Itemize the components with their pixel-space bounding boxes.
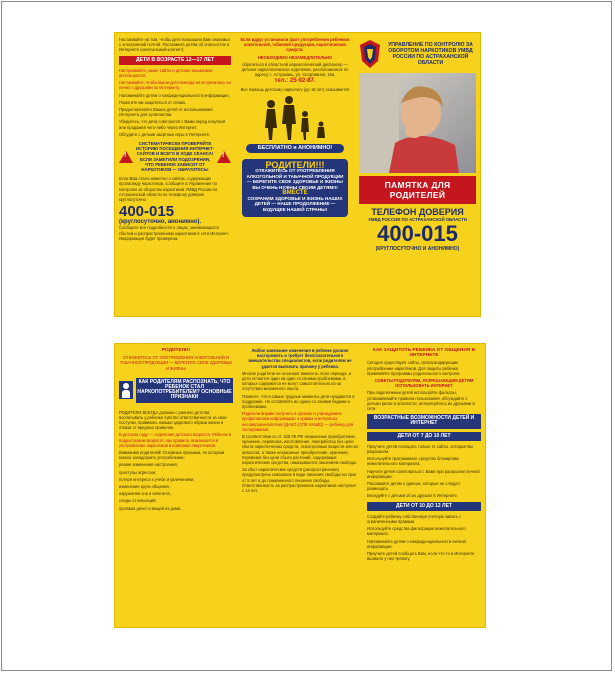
panel-signs: [115, 344, 237, 627]
tip-10-12-2: Используйте средства фильтрации нежелательного материала.: [367, 526, 466, 537]
tips-head: СОВЕТЫ РОДИТЕЛЯМ, РАЗРЕШАЮЩИМ ДЕТЯМ ИСПОЛЬЗОВАТЬ ИНТЕРНЕТ: [374, 378, 474, 389]
tip-7: Обсудите с детьми азартные игры в Интернете.: [119, 131, 211, 137]
law-note: Родители вправе получить в органах и учреждениях профилактики информацию о правах и интересах несовершеннолетних (ДАКО (СПЕ НАШЕ)) — ребенку для тестирования.: [242, 411, 354, 432]
clinic-phone: тел.: 25-92-87.: [274, 78, 316, 85]
panel-internet-age: [363, 344, 485, 627]
tip-10-12-3: Напоминайте детям о конфиденциальности личной информации.: [367, 538, 466, 549]
parents-appeal-box: [242, 159, 348, 217]
warning-text: СИСТЕМАТИЧЕСКИ ПРОВЕРЯЙТЕ ИСТОРИЮ ПОСЕЩЕНИЯ ИНТЕРНЕТ-САЙТОВ И ВСЕГО В ХОДЕ СЕАНСА! ЕСЛИ ЗАМЕТИЛИ ПОДОЗРЕНИЯ, ЧТО РЕБЕНОК ЗАВИСИТ ОТ НАРКОТИКОВ — ОБРАТИТЕСЬ!: [135, 141, 215, 173]
tip-4: Помогите им защититься от спама.: [119, 99, 186, 105]
intro-text: Настаивайте на том, чтобы дети повышали Вам знакомых с электронной почтой. Расскажите детям об опасностях в Интернете (нелегальный контент).: [119, 37, 231, 53]
hotline-block: [359, 207, 476, 252]
signs-para-2: В детском саду — отделение детского возраста. Ребенок в подростковом возрасте, как правило, вовлекается в употребление наркотиков в компании сверстников.: [119, 432, 232, 448]
panel-cover: [355, 33, 480, 316]
hotline-label: ТЕЛЕФОН ДОВЕРИЯ: [371, 207, 464, 217]
anon-note: Все помощь детскому наркологу (до 18 лет) оказывается: [240, 86, 350, 92]
parents-head: РОДИТЕЛИ!: [161, 348, 191, 353]
family-silhouette-icon: [241, 94, 349, 142]
hotline-number: 400-015: [119, 203, 175, 221]
warning-block: [119, 141, 231, 172]
tip-7-10-5: Беседуйте с детьми об их друзьях в Интернете.: [367, 493, 458, 499]
tip-5: Предостерегайте Ваших детей от использования Интернета для хулиганства.: [119, 107, 213, 118]
law-para-2: Помните, что в самые трудные моменты дети нуждаются в поддержке. Не оставляйте их одних со своими бедами и проблемами.: [242, 393, 355, 410]
law-para-3: В соответствии со ст. 228 УК РФ незаконные приобретение, хранение, перевозка, изготовление, переработка без цели сбыта наркотических средств, психотропных веществ или их аналогов, а также незаконные приобретение, хранение, перевозка без цели сбыта растений, содержащих наркотические средства, наказываются лишением свободы.: [242, 434, 359, 466]
sign-4: изменение круга общения;: [119, 484, 170, 490]
age-10-12-bar: ДЕТИ ОТ 10 ДО 12 ЛЕТ: [367, 502, 481, 511]
leaflet-title: ПАМЯТКА ДЛЯ РОДИТЕЛЕЙ: [359, 176, 476, 204]
sign-5: нарушения сна и аппетита;: [119, 491, 171, 497]
tip-10-12-1: Создайте ребенку собственную учетную запись с ограниченными правами.: [367, 513, 462, 525]
closing-text: Сообщите все подробности о лицах, занимающихся сбытом и распространением наркотиков в сети Интернет. Информация будет проверена.: [119, 225, 229, 241]
signs-question: КАК РОДИТЕЛЯМ РАСПОЗНАТЬ, ЧТО РЕБЕНОК СТАЛ НАРКОПОТРЕБИТЕЛЕМ? ОСНОВНЫЕ ПРИЗНАКИ: [136, 378, 233, 403]
tip-7-10-2: Используйте программное средство блокировки нежелательного материала.: [367, 456, 459, 467]
sign-2: приступы агрессии;: [119, 469, 157, 475]
panel-internet-safety: [115, 33, 235, 316]
parents-text-2: СОХРАНИМ ЗДОРОВЬЕ И ЖИЗНЬ НАШИХ ДЕТЕЙ — НАШЕ ПРОДОЛЖЕНИЕ — БУДУЩЕЕ НАШЕЙ СТРАНЫ!: [247, 195, 343, 212]
age-7-10-bar: ДЕТИ ОТ 7 ДО 10 ЛЕТ: [367, 432, 481, 441]
panel-law: [238, 344, 362, 627]
age-12-17-bar: ДЕТИ В ВОЗРАСТЕ 12—17 ЛЕТ: [119, 56, 231, 65]
parents-text-1: ОТКАЖИТЕСЬ ОТ УПОТРЕБЛЕНИЯ АЛКОГОЛЬНОЙ И ТАБАЧНОЙ ПРОДУКЦИИ — БЕРЕГИТЕ СВОЕ ЗДОРОВЬЕ И ЖИЗНЬ! ВЫ ОЧЕНЬ НУЖНЫ СВОИМ ДЕТЯМ!!!: [246, 168, 344, 191]
report-text: Если Вам стало известно о сайтах, содержащих пропаганду наркотиков, сообщите в Управление по контролю за оборотом наркотиков УМВД России по Астраханской области по телефону доверия круглосуточно.: [119, 176, 218, 203]
tip-6: Убедитесь, что дети советуются с Вами перед покупкой или продажей чего-либо через Интернет.: [119, 119, 226, 130]
signs-para-1: РОДИТЕЛИ ВСЕГДА должны с раннего детства воспитывать у ребенка чувство ответственности за свои поступки, прививать навыки здорового образа жизни и отказа от вредных привычек.: [119, 409, 227, 431]
panel-parents-appeal: [236, 33, 354, 316]
law-para-1: Многие родители не осознают важность этого периода, и дети остаются один на один со своими проблемами, в которых содержится не могут самостоятельно из-за отсутствия жизненного опыта.: [242, 370, 352, 392]
tip-7-10-1: Приучите детей посещать только те сайты, которые Вы разрешили.: [367, 443, 473, 455]
age-opportunities-bar: ВОЗРАСТНЫЕ ВОЗМОЖНОСТИ ДЕТЕЙ И ИНТЕРНЕТ: [367, 414, 481, 428]
protect-intro: Сегодня существуют сайты, пропагандирующие употребление наркотиков. Для защиты ребенка применяйте программы родительского контроля.: [367, 360, 461, 376]
hotline-note-large: (КРУГЛОСУТОЧНО И АНОНИМНО): [375, 246, 460, 252]
tips-text: При подключении детей используйте фильтры, устанавливайте правила пользования, обсуждайте с детьми риски и опасности, интересуйтесь их друзьями в сети.: [367, 390, 475, 412]
child-photo: [359, 73, 476, 173]
sign-7: пропажа денег и вещей из дома.: [119, 505, 182, 511]
warning-icon: !: [119, 151, 133, 163]
warning-icon: !: [217, 151, 231, 163]
tip-2: Настаивайте, чтобы Ваши дети никогда не встречались на лично с друзьями по Интернету.: [119, 80, 231, 91]
together-label: ВМЕСТЕ: [282, 189, 308, 196]
parents-sub: ОТКАЖИТЕСЬ ОТ УПОТРЕБЛЕНИЯ АЛКОГОЛЬНОЙ И ТАБАЧНОЙ ПРОДУКЦИИ — БЕРЕГИТЕ СВОЕ ЗДОРОВЬЕ И ЖИЗНЬ!: [119, 355, 233, 371]
sign-6: следы от инъекций;: [119, 498, 157, 504]
child-figure-icon: [119, 381, 133, 399]
leaflet-inner-side: [115, 344, 485, 627]
police-emblem-icon: [359, 39, 381, 69]
tip-7-10-3: Научите детей советоваться с Вами при раскрытии личной информации.: [367, 468, 480, 479]
signs-heading-row: [119, 375, 233, 406]
tip-3: Напоминайте детям о конфиденциальности информации.: [119, 92, 230, 98]
law-heading: Любое замечание изменения в ребенке должно насторожить и требует безотлагательного вмешательства специалистов, если родителям не удается выяснить причину у ребенка.: [248, 348, 352, 369]
tip-10-12-4: Приучите детей сообщать Вам, если что-то в Интернете вызвало у них тревогу.: [367, 551, 475, 562]
hotline-number-large: 400-015: [377, 221, 458, 246]
tip-1: Настраивайте, какие сайты и детские альманахи используются.: [119, 67, 213, 79]
department-name: УПРАВЛЕНИЕ ПО КОНТРОЛЮ ЗА ОБОРОТОМ НАРКОТИКОВ УМВД РОССИИ ПО АСТРАХАНСКОЙ ОБЛАСТИ: [388, 41, 473, 67]
law-para-4: За сбыт наркотических средств (распространение) предусмотрено наказание в виде лишения свободы на срок от 8 лет и до пожизненного лишения свободы. Ответственность за распространение наркотиков наступает с 14 лет.: [242, 467, 357, 494]
hotline-sub: УМВД РОССИИ ПО АСТРАХАНСКОЙ ОБЛАСТИ: [368, 217, 467, 222]
red-intro: Если вдруг установили факт употребления ребенком алкогольной, табачной продукции, наркотических средств.: [240, 37, 350, 53]
leaflet-outer-side: [115, 33, 480, 316]
sign-1: резкие изменения настроения;: [119, 462, 178, 468]
sign-3: потеря интереса к учебе и увлечениям;: [119, 476, 195, 482]
parents-title: РОДИТЕЛИ!!!: [265, 160, 325, 171]
free-anonymous-badge: БЕСПЛАТНО и АНОНИМНО!: [246, 144, 344, 153]
dept-header: [359, 37, 476, 71]
hotline-note: (круглосуточно, анонимно).: [119, 219, 202, 226]
signs-para-3: Вниманию родителей! Основные признаки, по которым можно заподозрить употребление:: [119, 450, 225, 461]
clinic-address: обратиться в областной наркологический диспансер — детское наркологическое отделение, расположенное по адресу: г. Астрахань, ул. Спортивная, 16а,: [241, 61, 349, 78]
protect-head: КАК ЗАЩИТИТЬ РЕБЕНКА ОТ ОБЩЕНИЯ В ИНТЕРНЕТЕ: [372, 348, 476, 359]
need-heading: НЕОБХОДИМО НЕЗАМЕДЛИТЕЛЬНО: [257, 54, 333, 60]
tip-7-10-4: Расскажите детям о данных, которые не следует размещать.: [367, 481, 461, 492]
